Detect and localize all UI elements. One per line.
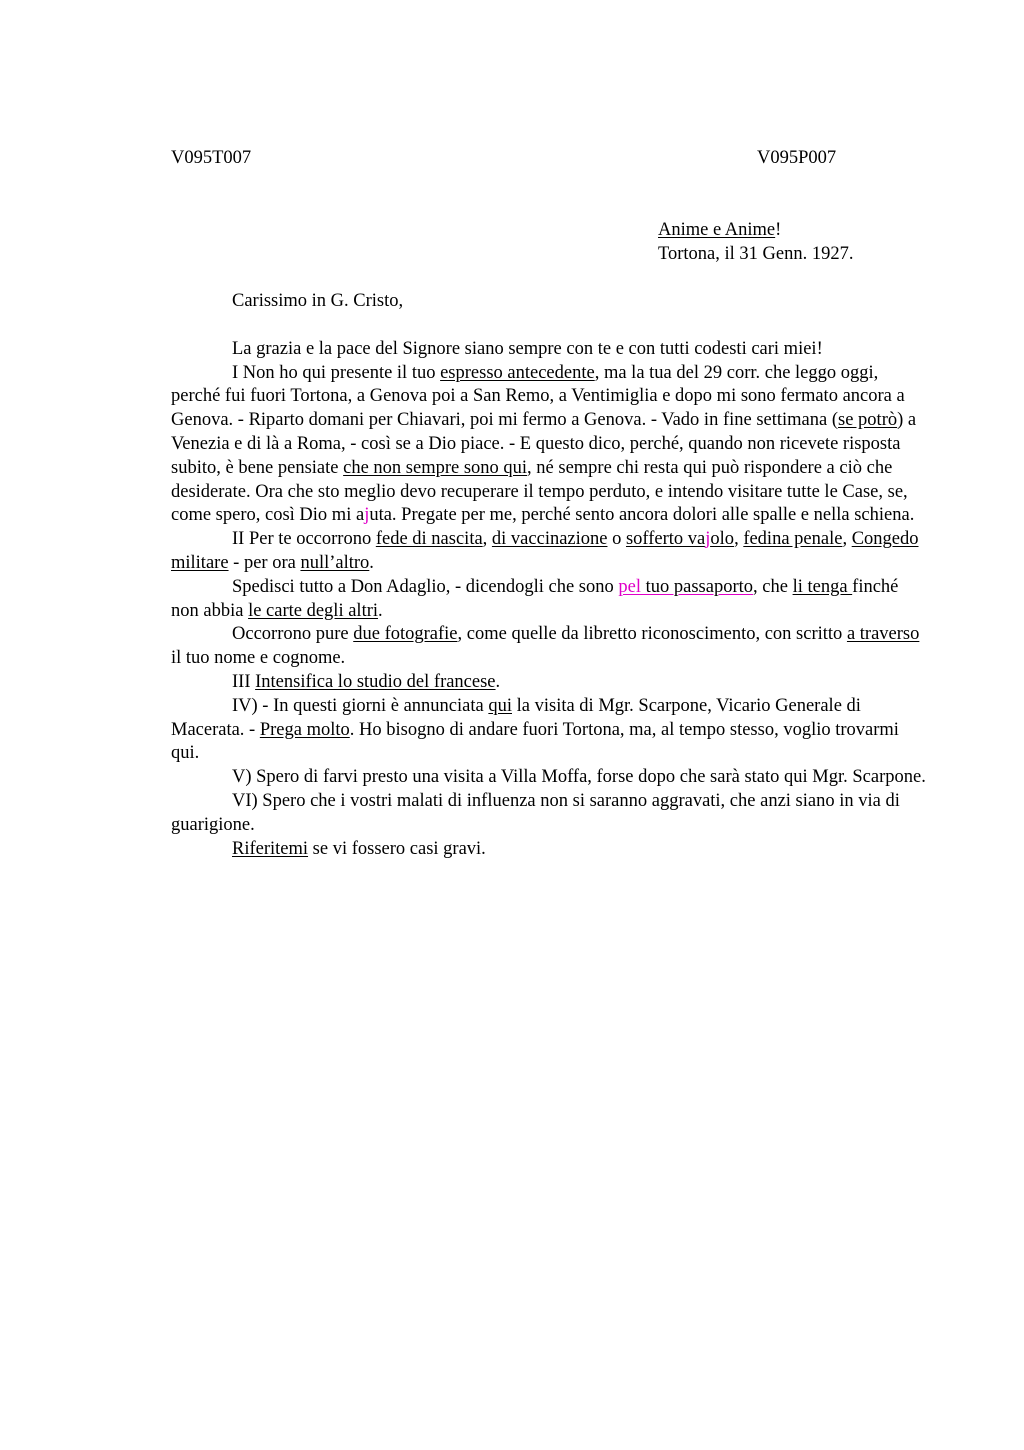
paragraph-7: V) Spero di farvi presto una visita a Villa Moffa, forse dopo che sarà stato qui Mgr. Scarpone. <box>232 767 926 788</box>
paragraph-2: II Per te occorrono fede di nascita, di vaccinazione o sofferto vajolo, fedina penale, Congedo militare - per ora null’altro. <box>171 529 919 573</box>
paragraph-8: VI) Spero che i vostri malati di influenza non si saranno aggravati, che anzi siano in via di guarigione. <box>171 790 900 835</box>
paragraph-3: Spedisci tutto a Don Adaglio, - dicendogli che sono pel tuo passaporto, che li tenga finché non abbia le carte degli altri. <box>171 576 899 621</box>
paragraph-9: Riferitemi se vi fossero casi gravi. <box>232 838 486 859</box>
paragraph-1: I Non ho qui presente il tuo espresso antecedente, ma la tua del 29 corr. che leggo oggi, perché fui fuori Tortona, a Genova poi a San Remo, a Ventimiglia e dopo mi sono fermato ancora a Genova. - Riparto domani per Chiavari, poi mi fermo a Genova. - Vado in fine settimana (se potrò) a Venezia e di là a Roma, - così se a Dio piace. - E questo dico, perché, quando non ricevete risposta subito, è bene pensiate che non sempre sono qui, né sempre chi resta qui può rispondere a ciò che desiderate. Ora che sto meglio devo recuperare il tempo perduto, e intendo visitare tutte le Case, se, come spero, così Dio mi ajuta. Pregate per me, perché sento ancora dolori alle spalle e nella schiena. <box>171 362 917 526</box>
paragraph-6: IV) - In questi giorni è annunciata qui la visita di Mgr. Scarpone, Vicario Generale di Macerata. - Prega molto. Ho bisogno di andare fuori Tortona, ma, al tempo stesso, voglio trovarmi qui. <box>171 695 899 764</box>
place-date: Tortona, il 31 Genn. 1927. <box>658 244 854 264</box>
letter-body <box>171 290 929 861</box>
document-code-left: V095T007 <box>171 148 252 168</box>
letter-title: Anime e Anime! <box>658 220 782 240</box>
greeting: La grazia e la pace del Signore siano sempre con te e con tutti codesti cari miei! <box>232 338 823 359</box>
salutation: Carissimo in G. Cristo, <box>232 291 404 311</box>
paragraph-5: III Intensifica lo studio del francese. <box>232 671 501 692</box>
paragraph-4: Occorrono pure due fotografie, come quelle da libretto riconoscimento, con scritto a traverso il tuo nome e cognome. <box>171 624 920 669</box>
heading-block <box>658 218 854 266</box>
document-code-right: V095P007 <box>757 148 837 168</box>
